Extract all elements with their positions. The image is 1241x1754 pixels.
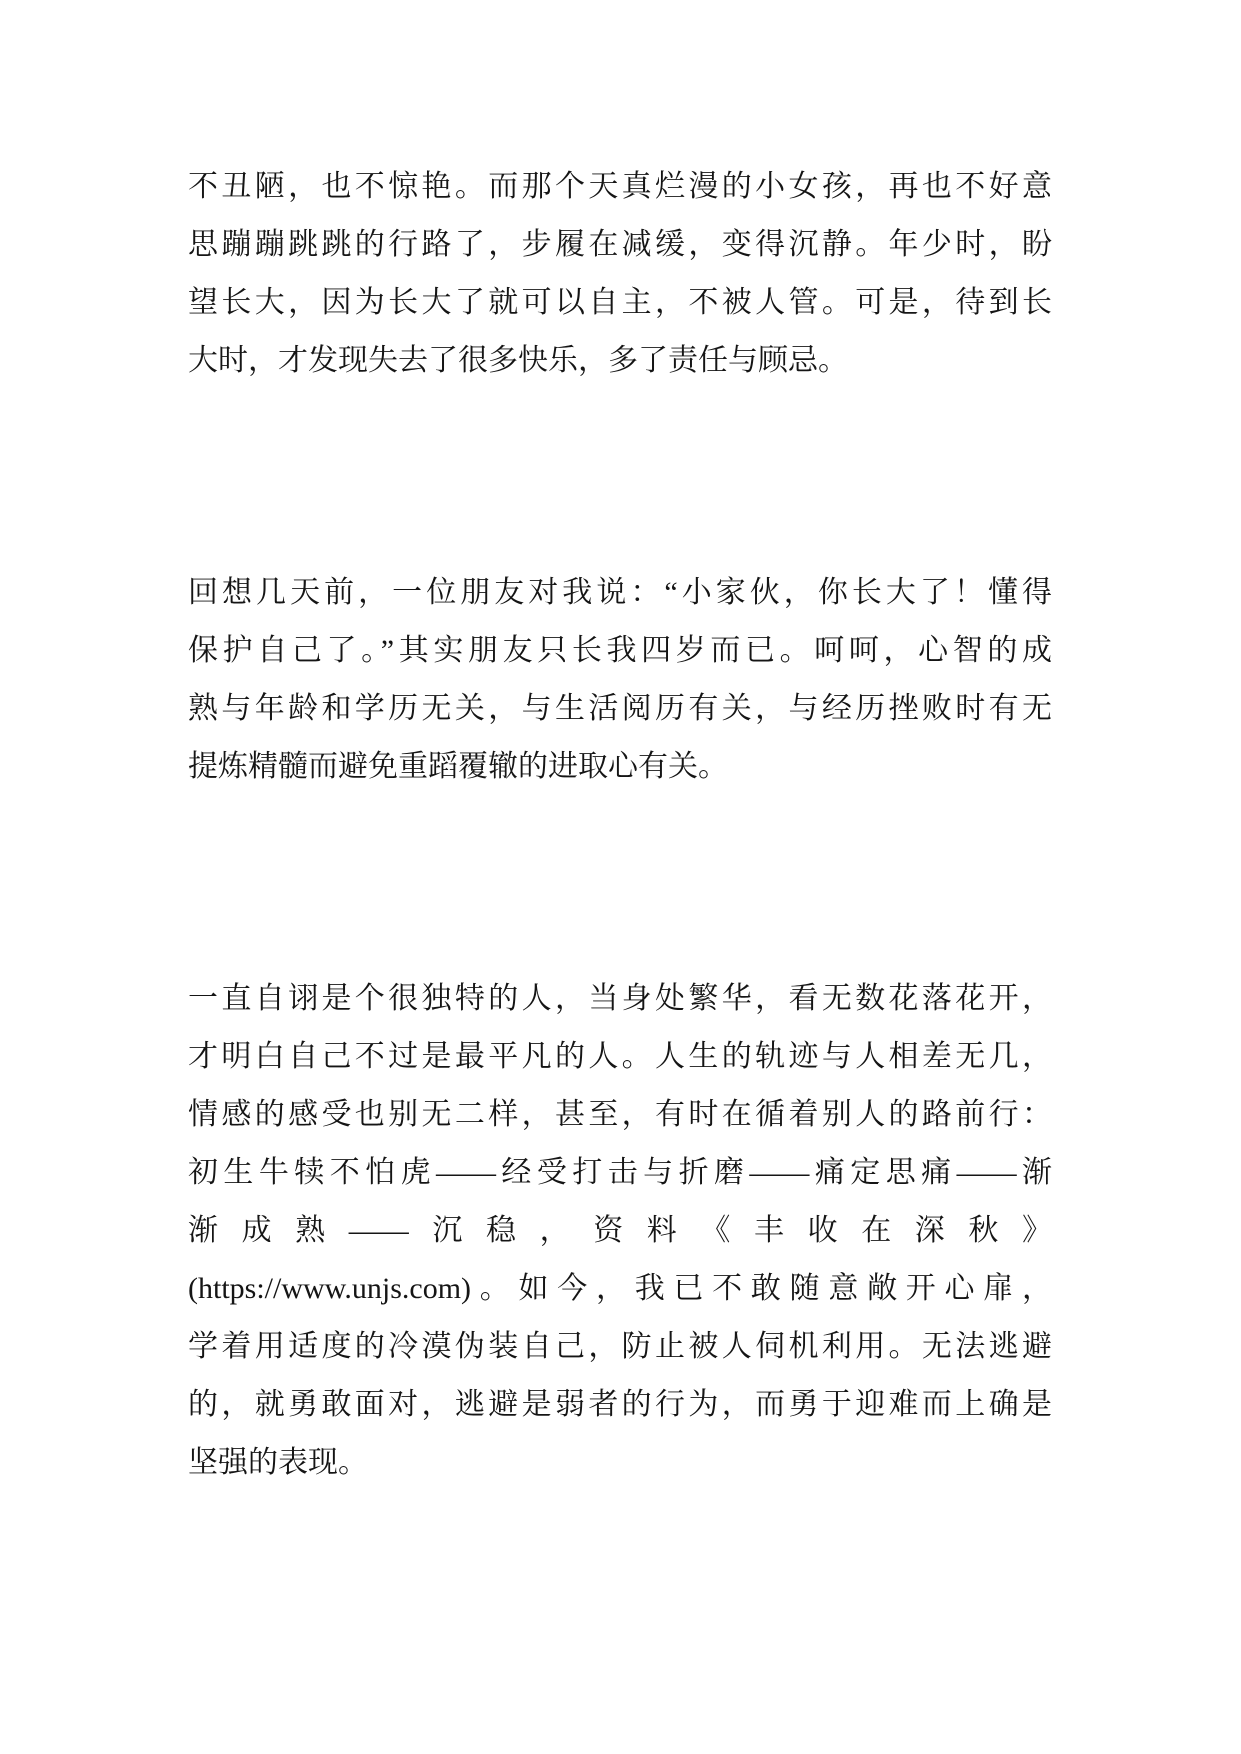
paragraph (188, 564, 1052, 796)
text-line: 大时，才发现失去了很多快乐，多了责任与顾忌。 (188, 344, 848, 377)
text-line: 渐成熟——沉稳，资料《丰收在深秋》 (188, 1214, 1052, 1247)
text-line: 回想几天前，一位朋友对我说：“小家伙，你长大了！懂得 (188, 576, 1052, 609)
paragraph (188, 158, 1052, 390)
text-line: 才明白自己不过是最平凡的人。人生的轨迹与人相差无几， (188, 1040, 1052, 1073)
text-line: 初生牛犊不怕虎——经受打击与折磨——痛定思痛——渐 (188, 1156, 1052, 1189)
text-line: 坚强的表现。 (188, 1446, 368, 1479)
paragraph (188, 970, 1052, 1492)
text-line: 一直自诩是个很独特的人，当身处繁华，看无数花落花开， (188, 982, 1052, 1015)
text-line: 情感的感受也别无二样，甚至，有时在循着别人的路前行： (188, 1098, 1052, 1131)
text-line: 的，就勇敢面对，逃避是弱者的行为，而勇于迎难而上确是 (188, 1388, 1052, 1421)
text-line: 望长大，因为长大了就可以自主，不被人管。可是，待到长 (188, 286, 1052, 319)
document-page (188, 158, 1052, 1492)
text-line: 思蹦蹦跳跳的行路了，步履在减缓，变得沉静。年少时，盼 (188, 228, 1052, 261)
text-line-with-url: (https://www.unjs.com)。如今，我已不敢随意敞开心扉， (188, 1272, 1052, 1305)
text-line: 熟与年龄和学历无关，与生活阅历有关，与经历挫败时有无 (188, 692, 1052, 725)
text-line: 提炼精髓而避免重蹈覆辙的进取心有关。 (188, 750, 728, 783)
text-line: 学着用适度的冷漠伪装自己，防止被人伺机利用。无法逃避 (188, 1330, 1052, 1363)
text-line: 保护自己了。”其实朋友只长我四岁而已。呵呵，心智的成 (188, 634, 1052, 667)
text-line: 不丑陋，也不惊艳。而那个天真烂漫的小女孩，再也不好意 (188, 170, 1052, 203)
